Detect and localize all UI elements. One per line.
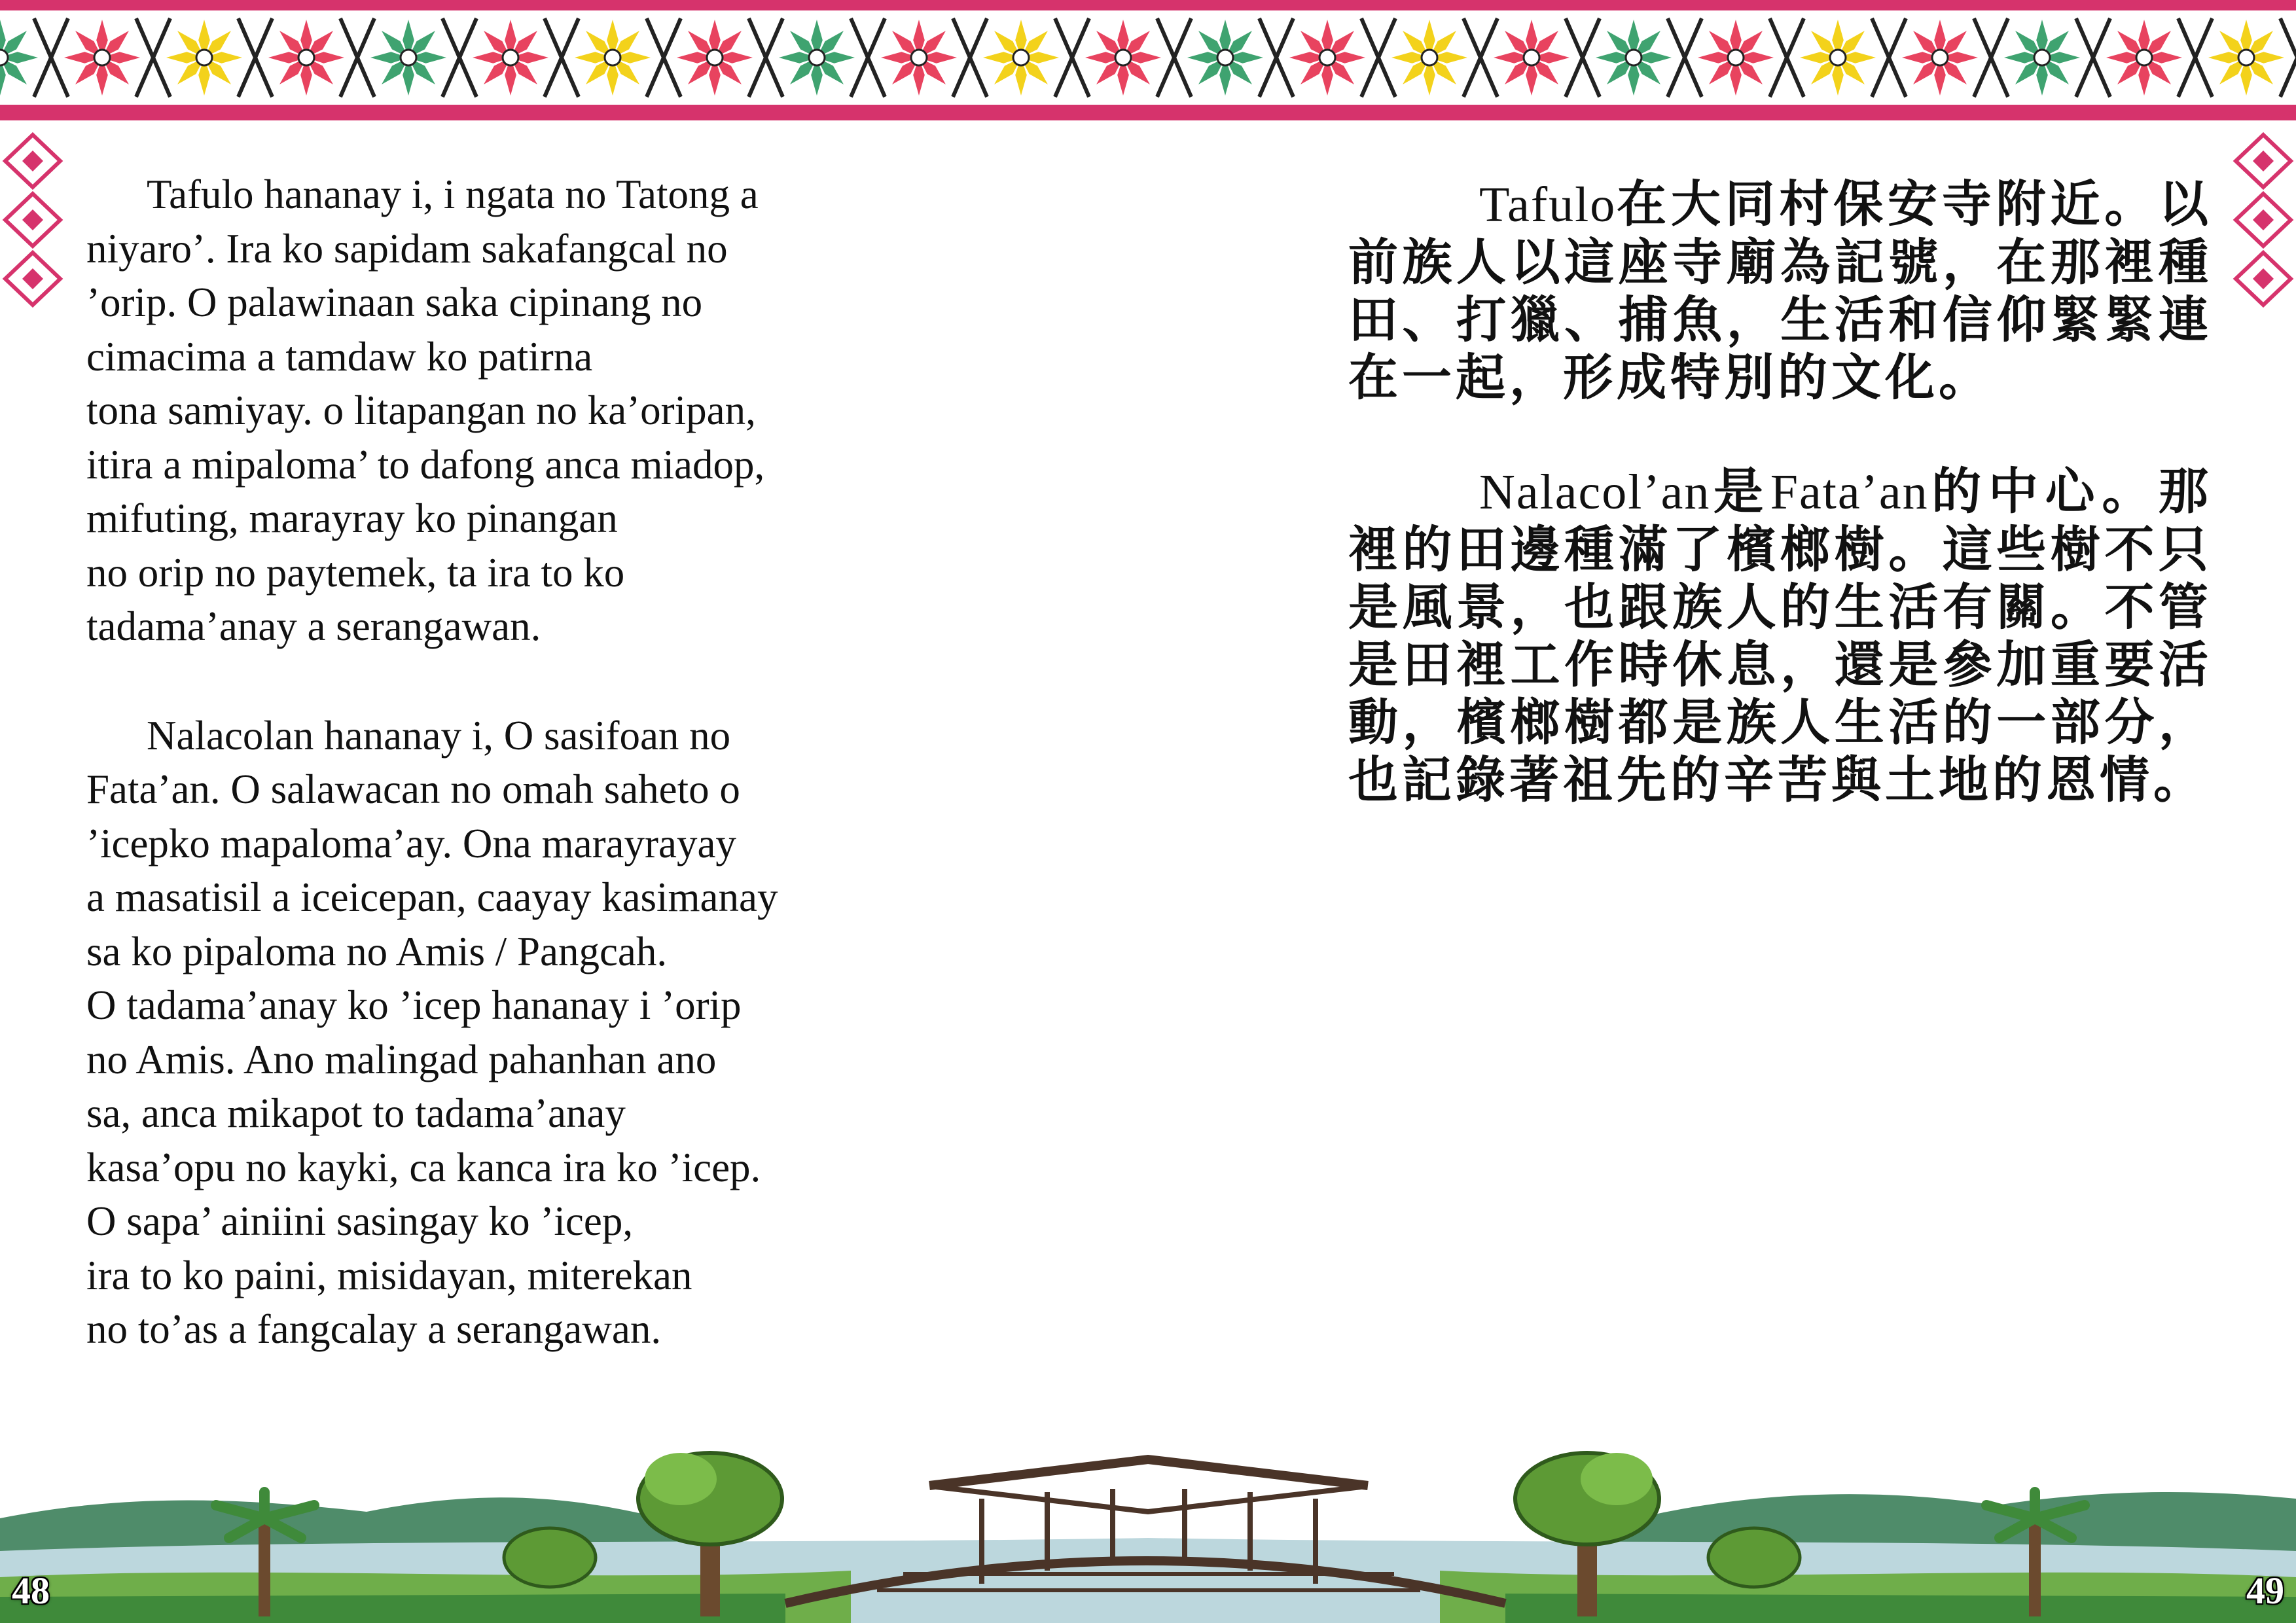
border-flower-icon — [1187, 20, 1263, 96]
border-flower-icon — [1902, 20, 1978, 96]
border-cross-icon — [1463, 18, 1498, 97]
right-page-text — [1348, 175, 2212, 865]
border-flower-icon — [779, 20, 855, 96]
amis-paragraph-1-line: ’orip. O palawinaan saka cipinang no — [86, 279, 703, 325]
border-flower-icon — [983, 20, 1059, 96]
place-name-fataan: Fata’an — [1770, 465, 1929, 520]
amis-paragraph-2-line: no to’as a fangcalay a serangawan. — [86, 1306, 662, 1352]
amis-paragraph-2 — [86, 709, 859, 1357]
border-cross-icon — [1259, 18, 1293, 97]
amis-paragraph-2-line: sa, anca mikapot to tadama’anay — [86, 1090, 626, 1136]
border-cross-icon — [1668, 18, 1702, 97]
border-cross-icon — [1157, 18, 1191, 97]
border-cross-icon — [1872, 18, 1906, 97]
border-flower-icon — [1085, 20, 1161, 96]
border-cross-icon — [2076, 18, 2110, 97]
amis-paragraph-2-line: kasa’opu no kayki, ca kanca ira ko ’icep. — [86, 1144, 761, 1190]
border-flower-icon — [64, 20, 140, 96]
amis-paragraph-2-line: a masatisil a iceicepan, caayay kasimanay — [86, 874, 778, 920]
border-flower-icon — [166, 20, 242, 96]
amis-paragraph-1-line: mifuting, marayray ko pinangan — [86, 495, 618, 541]
border-cross-icon — [1055, 18, 1089, 97]
border-cross-icon — [2178, 18, 2212, 97]
amis-paragraph-2-line: O tadama’anay ko ’icep hananay i ’orip — [86, 982, 742, 1028]
flower-pattern-band — [0, 10, 2296, 105]
chinese-paragraph-2 — [1348, 463, 2212, 809]
border-flower-icon — [0, 20, 38, 96]
page-number-right: 49 — [2246, 1569, 2284, 1612]
page-number-left: 48 — [12, 1569, 50, 1612]
amis-paragraph-1-line: niyaro’. Ira ko sapidam sakafangcal no — [86, 225, 728, 272]
amis-paragraph-1 — [86, 168, 859, 654]
border-flower-icon — [268, 20, 344, 96]
right-diamond-ornament — [2231, 130, 2296, 313]
border-cross-icon — [1770, 18, 1804, 97]
left-page-text — [86, 168, 859, 1412]
chinese-paragraph-1 — [1348, 175, 2212, 406]
border-cross-icon — [545, 18, 579, 97]
amis-paragraph-1-line: cimacima a tamdaw ko patirna — [86, 333, 593, 380]
border-stripe-top — [0, 0, 2296, 10]
border-flower-icon — [881, 20, 957, 96]
bush-left — [504, 1528, 596, 1587]
border-flower-icon — [1800, 20, 1876, 96]
border-flower-icon — [1698, 20, 1774, 96]
border-cross-icon — [442, 18, 476, 97]
amis-paragraph-1-line: tadama’anay a serangawan. — [86, 603, 541, 649]
border-cross-icon — [1566, 18, 1600, 97]
border-flower-icon — [1494, 20, 1570, 96]
border-flower-icon — [370, 20, 446, 96]
border-cross-icon — [340, 18, 374, 97]
border-flower-icon — [2004, 20, 2080, 96]
amis-paragraph-1-line: itira a mipaloma’ to dafong anca miadop, — [86, 441, 765, 488]
amis-paragraph-2-line: ’icepko mapaloma’ay. Ona marayrayay — [86, 820, 736, 866]
amis-paragraph-1-line: tona samiyay. o litapangan no ka’oripan, — [86, 387, 756, 433]
border-cross-icon — [851, 18, 885, 97]
chinese-paragraph-2-text: 的中心。那裡的田邊種滿了檳榔樹。這些樹不只是風景，也跟族人的生活有關。不管是田裡工作時休息，還是參加重要活動，檳榔樹都是族人生活的一部分，也記錄著祖先的辛苦與土地的恩情。 — [1348, 462, 2213, 809]
left-diamond-ornament — [0, 130, 65, 313]
amis-paragraph-2-line: sa ko pipaloma no Amis / Pangcah. — [86, 928, 668, 974]
border-flower-icon — [677, 20, 753, 96]
amis-paragraph-1-line: Tafulo hananay i, i ngata no Tatong a — [147, 171, 759, 217]
border-flower-icon — [1596, 20, 1672, 96]
border-flower-icon — [473, 20, 548, 96]
place-name-nalacolan: Nalacol’an — [1479, 465, 1711, 520]
amis-paragraph-2-line: ira to ko paini, misidayan, miterekan — [86, 1252, 692, 1298]
amis-paragraph-2-line: Fata’an. O salawacan no omah saheto o — [86, 766, 740, 812]
amis-paragraph-2-line: O sapa’ ainiini sasingay ko ’icep, — [86, 1198, 634, 1244]
border-cross-icon — [34, 18, 68, 97]
chinese-paragraph-2-mid: 是 — [1710, 462, 1770, 520]
border-flower-icon — [1289, 20, 1365, 96]
border-cross-icon — [953, 18, 987, 97]
amis-paragraph-1-line: no orip no paytemek, ta ira to ko — [86, 549, 625, 596]
border-flower-icon — [2208, 20, 2284, 96]
border-cross-icon — [647, 18, 681, 97]
chinese-paragraph-1-text: 在大同村保安寺附近。以前族人以這座寺廟為記號，在那裡種田、打獵、捕魚，生活和信仰緊緊連在一起，形成特別的文化。 — [1348, 175, 2212, 406]
landscape-illustration — [0, 1440, 2296, 1623]
bush-right — [1708, 1528, 1800, 1587]
place-name-tafulo: Tafulo — [1479, 177, 1617, 232]
border-cross-icon — [749, 18, 783, 97]
top-ornamental-border — [0, 0, 2296, 120]
border-cross-icon — [136, 18, 170, 97]
amis-paragraph-2-line: Nalacolan hananay i, O sasifoan no — [147, 712, 731, 758]
border-flower-icon — [2106, 20, 2182, 96]
border-stripe-bottom — [0, 105, 2296, 120]
border-flower-icon — [575, 20, 651, 96]
border-flower-icon — [1391, 20, 1467, 96]
amis-paragraph-2-line: no Amis. Ano malingad pahanhan ano — [86, 1036, 717, 1082]
border-cross-icon — [1974, 18, 2008, 97]
border-cross-icon — [238, 18, 272, 97]
border-cross-icon — [1361, 18, 1395, 97]
